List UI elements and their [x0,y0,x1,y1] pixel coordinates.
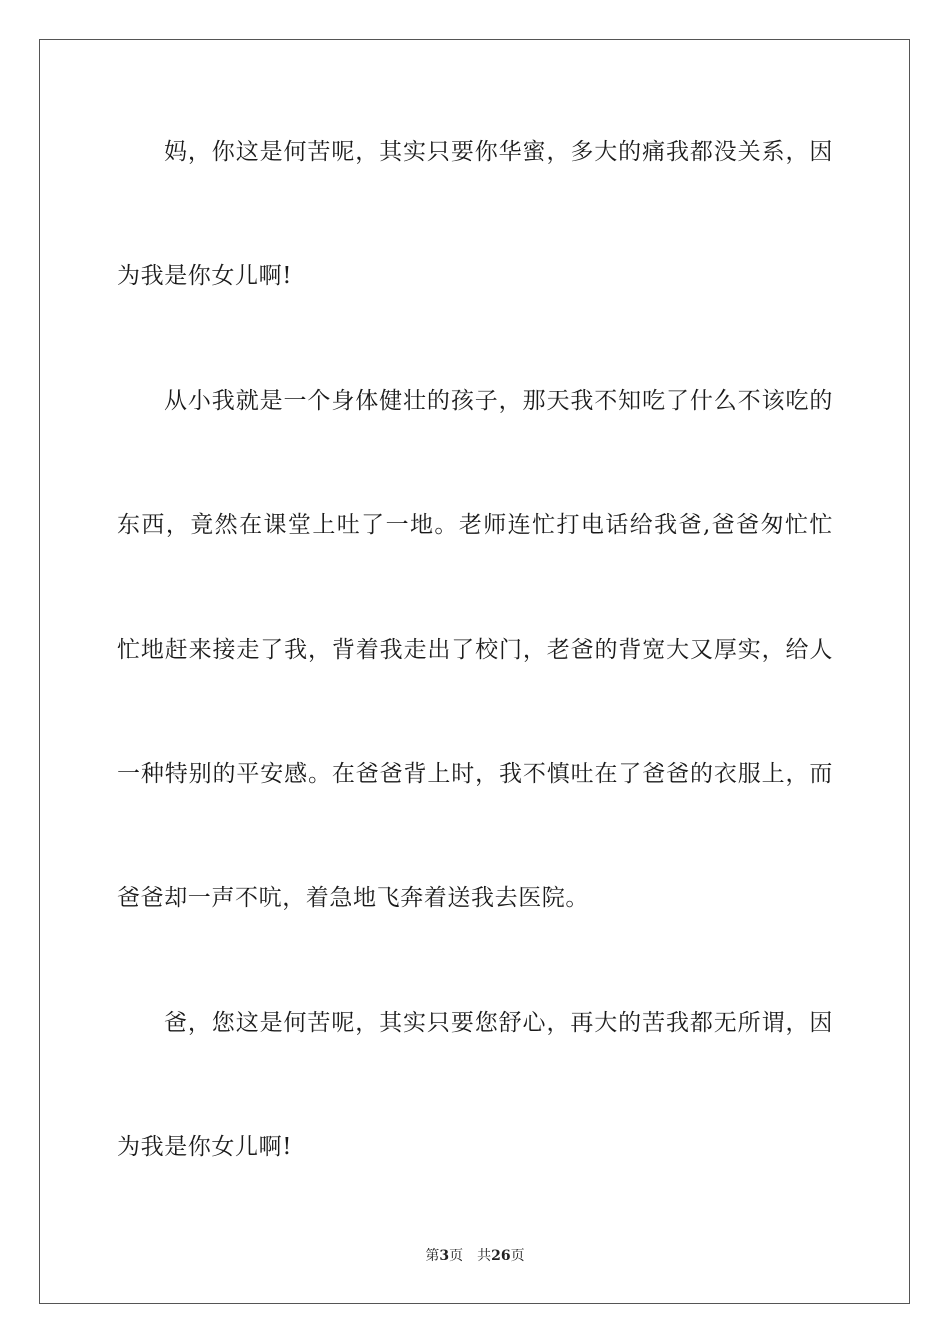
page-prefix: 第 [425,1248,440,1264]
paragraph-3-line-1: 爸，您这是何苦呢，其实只要您舒心，再大的苦我都无所谓，因 [164,1010,833,1036]
total-pages: 26 [491,1248,511,1264]
total-prefix: 共 [477,1248,492,1264]
paragraph-2-line-1: 从小我就是一个身体健壮的孩子，那天我不知吃了什么不该吃的 [164,388,833,414]
total-suffix: 页 [510,1248,525,1264]
paragraph-2-line-3: 忙地赶来接走了我，背着我走出了校门，老爸的背宽大又厚实，给人 [117,637,833,663]
page-footer [0,1247,950,1265]
paragraph-1-line-1: 妈，你这是何苦呢，其实只要你华蜜，多大的痛我都没关系，因 [164,139,833,165]
paragraph-2-line-5: 爸爸却一声不吭，着急地飞奔着送我去医院。 [117,885,589,911]
paragraph-2-line-4: 一种特别的平安感。在爸爸背上时，我不慎吐在了爸爸的衣服上，而 [117,761,833,787]
page-number: 3 [439,1248,450,1264]
page-suffix: 页 [449,1248,464,1264]
paragraph-1-line-2: 为我是你女儿啊! [117,263,293,289]
page-border [39,39,910,1304]
paragraph-2-line-2: 东西，竟然在课堂上吐了一地。老师连忙打电话给我爸,爸爸匆忙忙 [117,512,833,538]
paragraph-3-line-2: 为我是你女儿啊! [117,1134,293,1160]
